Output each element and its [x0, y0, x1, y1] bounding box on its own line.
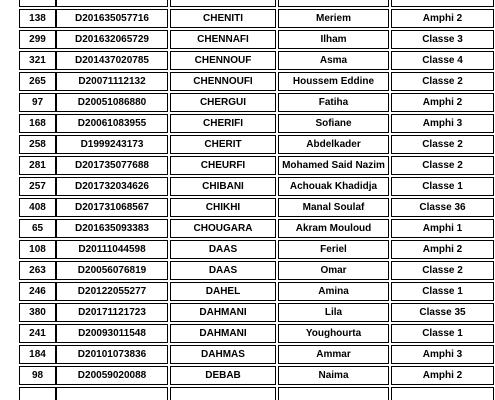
last-name-cell: CHENNOUFI [170, 72, 276, 91]
row-number-cell [19, 387, 56, 400]
last-name-cell: DAHMANI [170, 324, 276, 343]
last-name-cell: CHERIFI [170, 114, 276, 133]
last-name-cell: CHERIT [170, 135, 276, 154]
student-id-cell: D20093011548 [56, 324, 168, 343]
row-number-cell: 380 [19, 303, 56, 322]
student-id-cell: D201635057716 [56, 9, 168, 28]
room-cell: Classe 1 [391, 177, 494, 196]
first-name-cell [278, 387, 389, 400]
table-row [19, 30, 494, 49]
student-id-cell: D20061083955 [56, 114, 168, 133]
student-id-cell: D201735077688 [56, 156, 168, 175]
last-name-cell: CHIKHI [170, 198, 276, 217]
roster-body [19, 0, 494, 400]
student-id-cell: D201632065729 [56, 30, 168, 49]
last-name-cell: DAHMANI [170, 303, 276, 322]
last-name-cell: DAAS [170, 261, 276, 280]
student-id-cell: D20101073836 [56, 345, 168, 364]
student-id-cell: D20171121723 [56, 303, 168, 322]
first-name-cell: Houssem Eddine [278, 72, 389, 91]
row-number-cell: 108 [19, 240, 56, 259]
room-cell: Classe 2 [391, 156, 494, 175]
first-name-cell [278, 0, 389, 7]
student-id-cell [56, 387, 168, 400]
table-row [19, 51, 494, 70]
row-number-cell: 265 [19, 72, 56, 91]
first-name-cell: Feriel [278, 240, 389, 259]
first-name-cell: Sofiane [278, 114, 389, 133]
first-name-cell: Manal Soulaf [278, 198, 389, 217]
table-row [19, 114, 494, 133]
student-id-cell: D201635093383 [56, 219, 168, 238]
table-row [19, 303, 494, 322]
student-roster-table [19, 0, 494, 400]
last-name-cell: CHOUGARA [170, 219, 276, 238]
table-row [19, 72, 494, 91]
row-number-cell: 258 [19, 135, 56, 154]
first-name-cell: Mohamed Said Nazim [278, 156, 389, 175]
first-name-cell: Ammar [278, 345, 389, 364]
table-row [19, 9, 494, 28]
last-name-cell: CHENNAFI [170, 30, 276, 49]
last-name-cell: CHERGUI [170, 93, 276, 112]
last-name-cell: DAHMAS [170, 345, 276, 364]
last-name-cell: DAHEL [170, 282, 276, 301]
table-row [19, 219, 494, 238]
table-row [19, 93, 494, 112]
table-row [19, 198, 494, 217]
room-cell: Classe 36 [391, 198, 494, 217]
row-number-cell [19, 0, 56, 7]
last-name-cell: CHENNOUF [170, 51, 276, 70]
first-name-cell: Lila [278, 303, 389, 322]
student-id-cell: D20056076819 [56, 261, 168, 280]
room-cell: Classe 1 [391, 324, 494, 343]
row-number-cell: 98 [19, 366, 56, 385]
row-number-cell: 168 [19, 114, 56, 133]
row-number-cell: 299 [19, 30, 56, 49]
row-number-cell: 138 [19, 9, 56, 28]
first-name-cell: Meriem [278, 9, 389, 28]
first-name-cell: Asma [278, 51, 389, 70]
student-id-cell: D20051086880 [56, 93, 168, 112]
room-cell: Classe 1 [391, 282, 494, 301]
room-cell [391, 387, 494, 400]
row-number-cell: 321 [19, 51, 56, 70]
room-cell: Amphi 2 [391, 9, 494, 28]
row-number-cell: 257 [19, 177, 56, 196]
first-name-cell: Akram Mouloud [278, 219, 389, 238]
student-id-cell: D1999243173 [56, 135, 168, 154]
first-name-cell: Abdelkader [278, 135, 389, 154]
row-number-cell: 408 [19, 198, 56, 217]
table-row [19, 387, 494, 400]
student-id-cell: D20059020088 [56, 366, 168, 385]
table-row [19, 261, 494, 280]
room-cell: Classe 35 [391, 303, 494, 322]
room-cell: Classe 3 [391, 30, 494, 49]
last-name-cell: CHENITI [170, 9, 276, 28]
row-number-cell: 241 [19, 324, 56, 343]
row-number-cell: 184 [19, 345, 56, 364]
room-cell: Amphi 2 [391, 240, 494, 259]
first-name-cell: Youghourta [278, 324, 389, 343]
room-cell: Amphi 3 [391, 114, 494, 133]
last-name-cell [170, 387, 276, 400]
first-name-cell: Achouak Khadidja [278, 177, 389, 196]
last-name-cell: CHIBANI [170, 177, 276, 196]
student-id-cell: D20122055277 [56, 282, 168, 301]
room-cell: Amphi 2 [391, 93, 494, 112]
row-number-cell: 97 [19, 93, 56, 112]
last-name-cell: CHEURFI [170, 156, 276, 175]
first-name-cell: Ilham [278, 30, 389, 49]
room-cell: Classe 2 [391, 72, 494, 91]
student-id-cell [56, 0, 168, 7]
room-cell: Classe 2 [391, 261, 494, 280]
student-id-cell: D201437020785 [56, 51, 168, 70]
table-row [19, 135, 494, 154]
student-id-cell: D201732034626 [56, 177, 168, 196]
table-row [19, 366, 494, 385]
room-cell: Amphi 1 [391, 219, 494, 238]
room-cell: Classe 2 [391, 135, 494, 154]
last-name-cell [170, 0, 276, 7]
row-number-cell: 281 [19, 156, 56, 175]
table-row [19, 177, 494, 196]
last-name-cell: DEBAB [170, 366, 276, 385]
first-name-cell: Naima [278, 366, 389, 385]
first-name-cell: Amina [278, 282, 389, 301]
table-row [19, 324, 494, 343]
last-name-cell: DAAS [170, 240, 276, 259]
student-id-cell: D20071112132 [56, 72, 168, 91]
table-row [19, 240, 494, 259]
row-number-cell: 65 [19, 219, 56, 238]
room-cell: Amphi 2 [391, 366, 494, 385]
room-cell: Classe 4 [391, 51, 494, 70]
first-name-cell: Omar [278, 261, 389, 280]
row-number-cell: 263 [19, 261, 56, 280]
table-row [19, 0, 494, 7]
row-number-cell: 246 [19, 282, 56, 301]
table-row [19, 156, 494, 175]
student-id-cell: D201731068567 [56, 198, 168, 217]
room-cell: Amphi 3 [391, 345, 494, 364]
room-cell [391, 0, 494, 7]
table-row [19, 345, 494, 364]
table-row [19, 282, 494, 301]
first-name-cell: Fatiha [278, 93, 389, 112]
student-id-cell: D20111044598 [56, 240, 168, 259]
